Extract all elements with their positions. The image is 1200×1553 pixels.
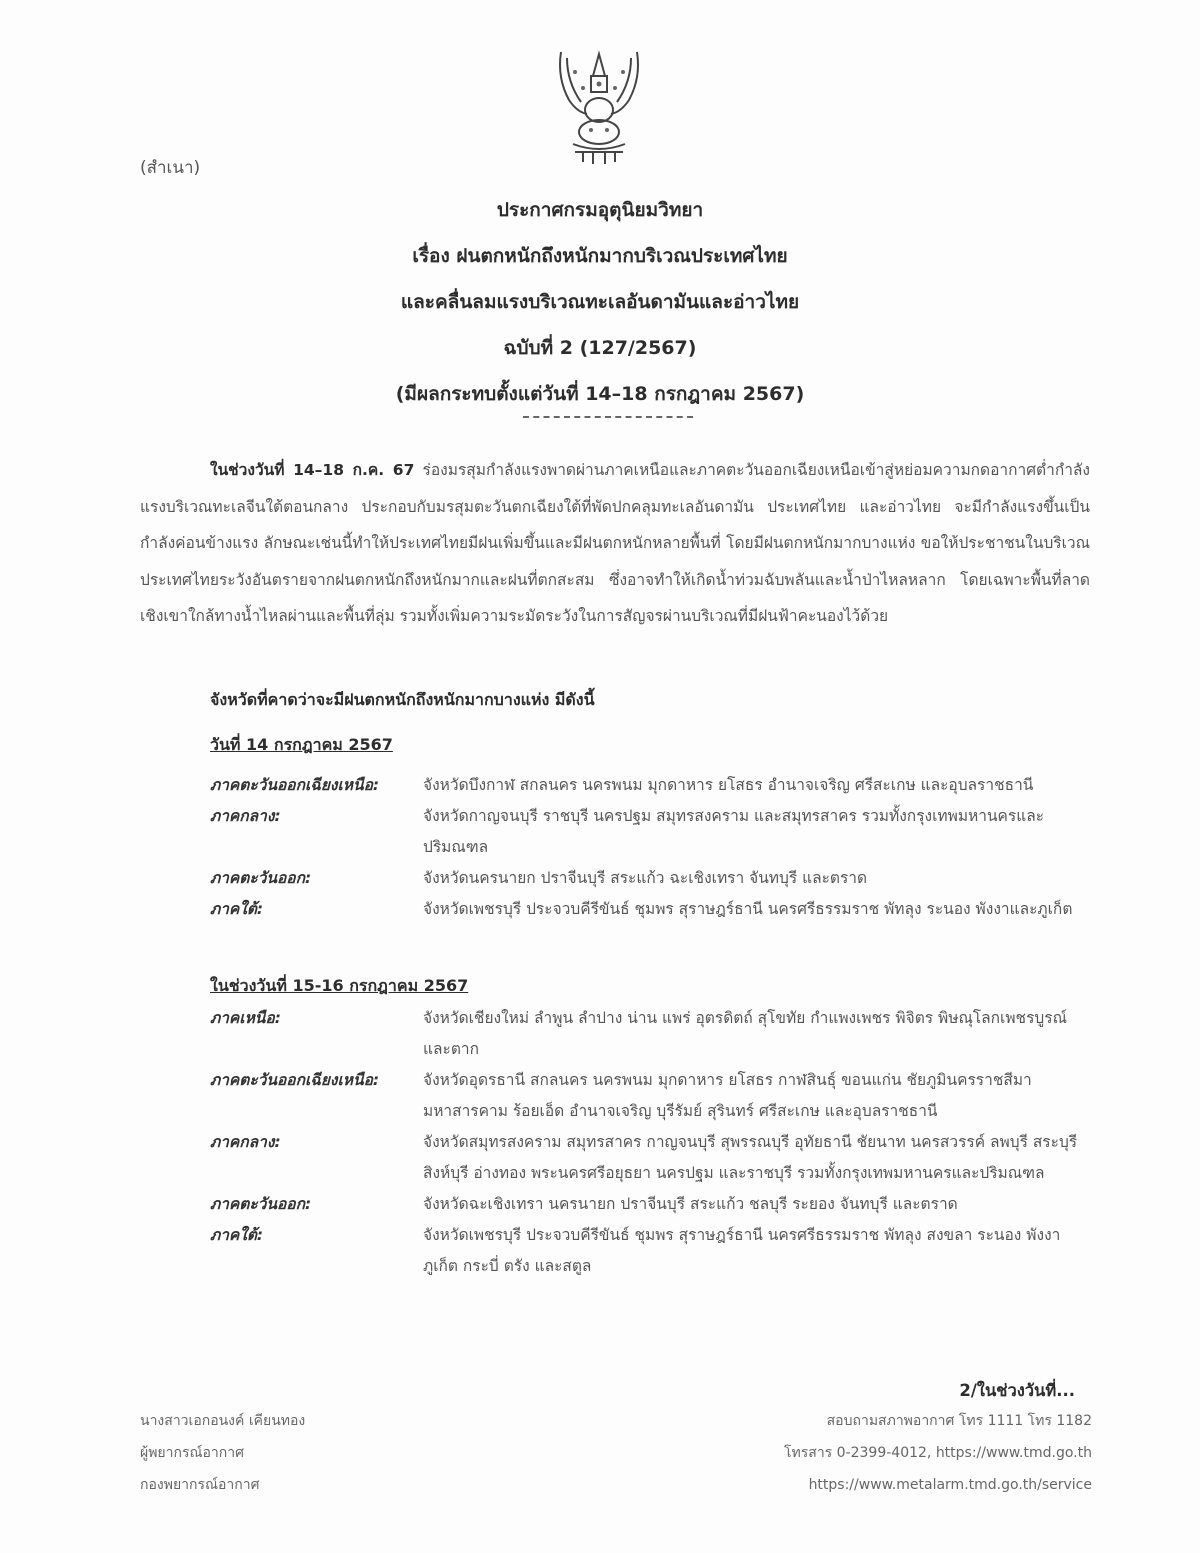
day-heading-15-16: ในช่วงวันที่ 15-16 กรกฎาคม 2567 [210, 976, 469, 995]
region-provinces: จังหวัดบึงกาฬ สกลนคร นครพนม มุกดาหาร ยโสธร อำนาจเจริญ ศรีสะเกษ และอุบลราชธานี [423, 776, 1034, 794]
region-provinces: จังหวัดอุดรธานี สกลนคร นครพนม มุกดาหาร ยโสธร กาฬสินธุ์ ขอนแก่น ชัยภูมินครราชสีมา มหาสารคาม ร้อยเอ็ด อำนาจเจริญ บุรีรัมย์ สุรินทร์ ศรีสะเกษ และอุบลราชธานี [423, 1071, 1032, 1120]
region-label: ภาคใต้: [210, 1226, 264, 1244]
continued-on-next-page: 2/ในช่วงวันที่... [959, 1381, 1075, 1400]
region-label: ภาคตะวันออก: [210, 869, 312, 887]
title-effective-dates: (มีผลกระทบตั้งแต่วันที่ 14–18 กรกฎาคม 2567) [395, 383, 805, 405]
region-label: ภาคตะวันออกเฉียงเหนือ: [210, 776, 380, 794]
region-label: ภาคเหนือ: [210, 1009, 281, 1027]
region-list-day-14 [210, 770, 1090, 925]
copy-mark: (สำเนา) [140, 158, 201, 178]
region-label: ภาคตะวันออก: [210, 1195, 312, 1213]
region-label: ภาคใต้: [210, 900, 264, 918]
contact-fax-website: โทรสาร 0-2399-4012, https://www.tmd.go.th [784, 1445, 1092, 1461]
title-issue-number: ฉบับที่ 2 (127/2567) [503, 337, 697, 359]
body-paragraph [140, 452, 1090, 635]
region-provinces: จังหวัดเพชรบุรี ประจวบคีรีขันธ์ ชุมพร สุราษฎร์ธานี นครศรีธรรมราช พัทลุง ระนอง พังงาและภูเก็ต [423, 900, 1073, 918]
region-label: ภาคกลาง: [210, 807, 281, 825]
title-agency: ประกาศกรมอุตุนิยมวิทยา [496, 199, 704, 221]
region-provinces: จังหวัดฉะเชิงเทรา นครนายก ปราจีนบุรี สระแก้ว ชลบุรี ระยอง จันทบุรี และตราด [423, 1195, 958, 1213]
region-provinces: จังหวัดกาญจนบุรี ราชบุรี นครปฐม สมุทรสงคราม และสมุทรสาคร รวมทั้งกรุงเทพมหานครและปริมณฑล [423, 807, 1045, 856]
region-provinces: จังหวัดสมุทรสงคราม สมุทรสาคร กาญจนบุรี สุพรรณบุรี อุทัยธานี ชัยนาท นครสวรรค์ ลพบุรี สระบุรี สิงห์บุรี อ่างทอง พระนครศรีอยุธยา นครปฐม และราชบุรี รวมทั้งกรุงเทพมหานครและปริมณฑล [423, 1133, 1078, 1182]
region-row [210, 1065, 1090, 1127]
signature-block [140, 1405, 305, 1501]
body-lead: ในช่วงวันที่ 14–18 ก.ค. 67 [210, 461, 415, 479]
region-label: ภาคตะวันออกเฉียงเหนือ: [210, 1071, 380, 1089]
region-row [210, 1003, 1090, 1065]
region-provinces: จังหวัดนครนายก ปราจีนบุรี สระแก้ว ฉะเชิงเทรา จันทบุรี และตราด [423, 869, 868, 887]
region-row [210, 894, 1090, 925]
contact-block [784, 1405, 1092, 1501]
title-divider [523, 416, 693, 418]
region-row [210, 1220, 1090, 1282]
contact-phone: สอบถามสภาพอากาศ โทร 1111 โทร 1182 [826, 1413, 1092, 1429]
section-heading: จังหวัดที่คาดว่าจะมีฝนตกหนักถึงหนักมากบางแห่ง มีดังนี้ [210, 690, 595, 709]
region-row [210, 863, 1090, 894]
region-row [210, 1189, 1090, 1220]
body-text: ร่องมรสุมกำลังแรงพาดผ่านภาคเหนือและภาคตะวันออกเฉียงเหนือเข้าสู่หย่อมความกดอากาศต่ำกำลังแรงบริเวณทะเลจีนใต้ตอนกลาง ประกอบกับมรสุมตะวันตกเฉียงใต้ที่พัดปกคลุมทะเลอันดามัน ประเทศไทย และอ่าวไทย จะมีกำลังแรงขึ้นเป็นกำลังค่อนข้างแรง ลักษณะเช่นนี้ทำให้ประเทศไทยมีฝนเพิ่มขึ้นและมีฝนตกหนักหลายพื้นที่ โดยมีฝนตกหนักมากบางแห่ง ขอให้ประชาชนในบริเวณประเทศไทยระวังอันตรายจากฝนตกหนักถึงหนักมากและฝนที่ตกสะสม ซึ่งอาจทำให้เกิดน้ำท่วมฉับพลันและน้ำป่าไหลหลาก โดยเฉพาะพื้นที่ลาดเชิงเขาใกล้ทางน้ำไหลผ่านและพื้นที่ลุ่ม รวมทั้งเพิ่มความระมัดระวังในการสัญจรผ่านบริเวณที่มีฝนฟ้าคะนองไว้ด้วย [140, 461, 1090, 625]
region-row [210, 1127, 1090, 1189]
title-subject: เรื่อง ฝนตกหนักถึงหนักมากบริเวณประเทศไทย [412, 245, 788, 267]
region-list-day-15-16 [210, 1003, 1090, 1282]
region-row [210, 801, 1090, 863]
garuda-emblem-icon [553, 48, 645, 168]
region-provinces: จังหวัดเพชรบุรี ประจวบคีรีขันธ์ ชุมพร สุราษฎร์ธานี นครศรีธรรมราช พัทลุง สงขลา ระนอง พังงา ภูเก็ต กระบี่ ตรัง และสตูล [423, 1226, 1061, 1275]
forecaster-position: ผู้พยากรณ์อากาศ [140, 1445, 244, 1461]
region-provinces: จังหวัดเชียงใหม่ ลำพูน ลำปาง น่าน แพร่ อุตรดิตถ์ สุโขทัย กำแพงเพชร พิจิตร พิษณุโลกเพชรบูรณ์ และตาก [423, 1009, 1067, 1058]
contact-service-url: https://www.metalarm.tmd.go.th/service [808, 1477, 1092, 1493]
title-subject-cont: และคลื่นลมแรงบริเวณทะเลอันดามันและอ่าวไทย [400, 291, 800, 313]
day-heading-14: วันที่ 14 กรกฎาคม 2567 [210, 735, 393, 754]
forecaster-name: นางสาวเอกอนงค์ เคียนทอง [140, 1413, 306, 1429]
region-label: ภาคกลาง: [210, 1133, 281, 1151]
region-row [210, 770, 1090, 801]
forecaster-division: กองพยากรณ์อากาศ [140, 1477, 260, 1493]
announcement-title [0, 196, 1200, 426]
